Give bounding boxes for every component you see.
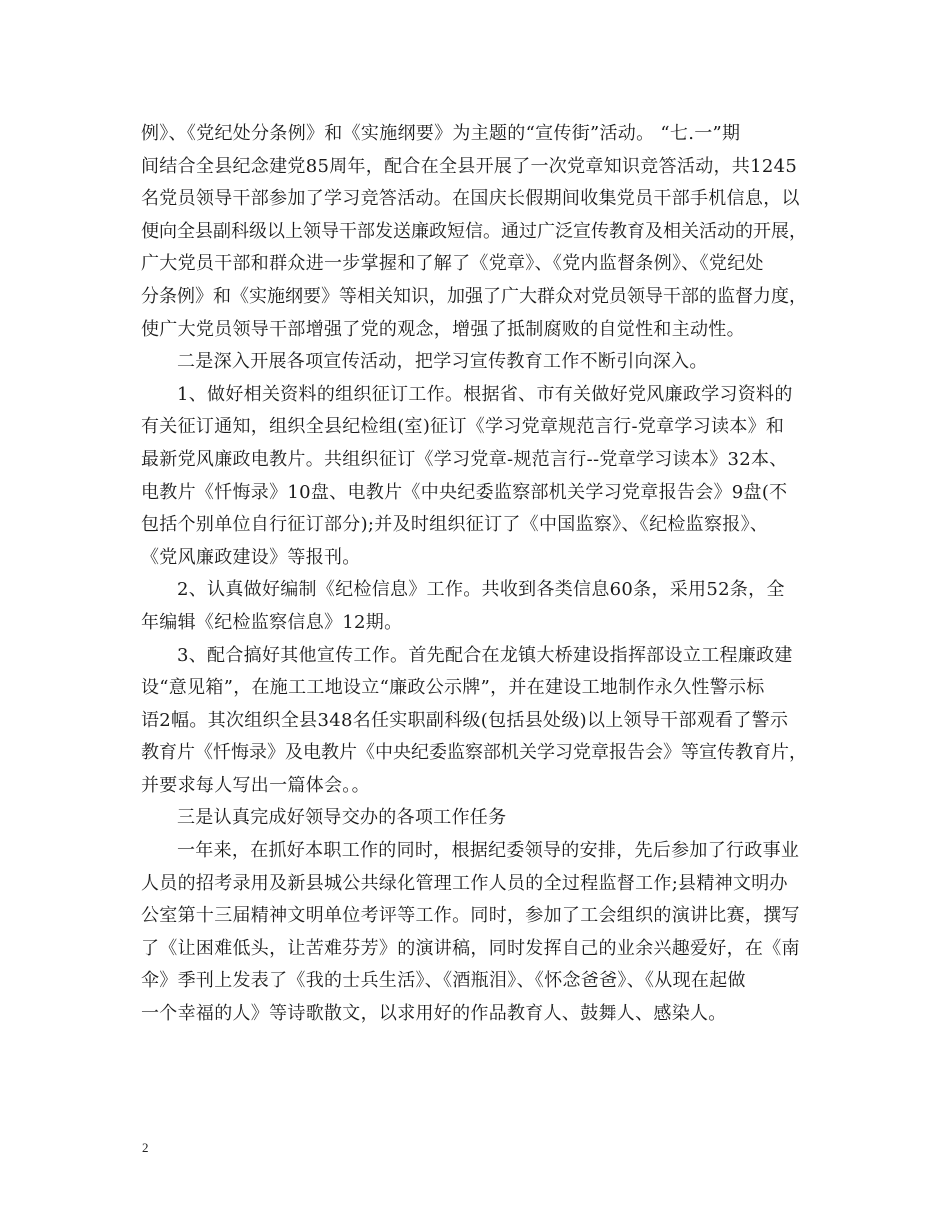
text-line: 包括个别单位自行征订部分);并及时组织征订了《中国监察》、《纪检监察报》、 bbox=[141, 514, 769, 536]
text-line: 教育片《忏悔录》及电教片《中央纪委监察部机关学习党章报告会》等宣传教育片， bbox=[141, 742, 807, 764]
text-line: 分条例》和《实施纲要》等相关知识，加强了广大群众对党员领导干部的监督力度， bbox=[141, 285, 807, 307]
text-line: 广大党员干部和群众进一步掌握和了解了《党章》、《党内监督条例》、《党纪处 bbox=[141, 253, 764, 275]
text-line: 便向全县副科级以上领导干部发送廉政短信。通过广泛宣传教育及相关活动的开展， bbox=[141, 220, 807, 242]
text-line: 名党员领导干部参加了学习竞答活动。在国庆长假期间收集党员干部手机信息，以 bbox=[141, 188, 800, 210]
text-line: 间结合全县纪念建党85周年，配合在全县开展了一次党章知识竞答活动，共1245 bbox=[141, 155, 798, 177]
text-line: 年编辑《纪检监察信息》12期。 bbox=[141, 611, 403, 633]
text-line: 例》、《党纪处分条例》和《实施纲要》为主题的“宣传街”活动。 “七.一”期 bbox=[141, 123, 741, 144]
text-line: 设“意见箱”，在施工工地设立“廉政公示牌”，并在建设工地制作永久性警示标 bbox=[141, 677, 765, 699]
text-line: 2、认真做好编制《纪检信息》工作。共收到各类信息60条，采用52条，全 bbox=[177, 579, 785, 601]
text-line: 一个幸福的人》等诗歌散文，以求用好的作品教育人、鼓舞人、感染人。 bbox=[141, 1003, 727, 1025]
text-line: 1、做好相关资料的组织征订工作。根据省、市有关做好党风廉政学习资料的 bbox=[177, 383, 793, 405]
text-line: 使广大党员领导干部增强了党的观念，增强了抵制腐败的自觉性和主动性。 bbox=[141, 318, 745, 340]
text-line: 有关征订通知，组织全县纪检组(室)征订《学习党章规范言行-党章学习读本》和 bbox=[141, 416, 785, 438]
text-line: 电教片《忏悔录》10盘、电教片《中央纪委监察部机关学习党章报告会》9盘(不 bbox=[141, 481, 788, 503]
text-line: 一年来，在抓好本职工作的同时，根据纪委领导的安排，先后参加了行政事业 bbox=[177, 840, 800, 862]
text-line: 语2幅。其次组织全县348名任实职副科级(包括县处级)以上领导干部观看了警示 bbox=[141, 709, 789, 731]
text-line: 人员的招考录用及新县城公共绿化管理工作人员的全过程监督工作;县精神文明办 bbox=[141, 872, 788, 894]
text-line: 伞》季刊上发表了《我的士兵生活》、《酒瓶泪》、《怀念爸爸》、《从现在起做 bbox=[141, 970, 746, 992]
document-body bbox=[141, 118, 813, 1031]
text-line: 并要求每人写出一篇体会。。 bbox=[141, 774, 370, 796]
text-line: 公室第十三届精神文明单位考评等工作。同时，参加了工会组织的演讲比赛，撰写 bbox=[141, 905, 800, 927]
text-line: 二是深入开展各项宣传活动，把学习宣传教育工作不断引向深入。 bbox=[177, 351, 708, 373]
text-line: 三是认真完成好领导交办的各项工作任务 bbox=[177, 807, 507, 829]
page-number: 2 bbox=[142, 1140, 149, 1155]
text-line: 最新党风廉政电教片。共组织征订《学习党章-规范言行--党章学习读本》32本、 bbox=[141, 448, 788, 470]
text-line: 《党风廉政建设》等报刊。 bbox=[141, 546, 361, 568]
text-line: 3、配合搞好其他宣传工作。首先配合在龙镇大桥建设指挥部设立工程廉政建 bbox=[177, 644, 793, 666]
text-line: 了《让困难低头，让苦难芬芳》的演讲稿，同时发挥自己的业余兴趣爱好，在《南 bbox=[141, 937, 800, 959]
